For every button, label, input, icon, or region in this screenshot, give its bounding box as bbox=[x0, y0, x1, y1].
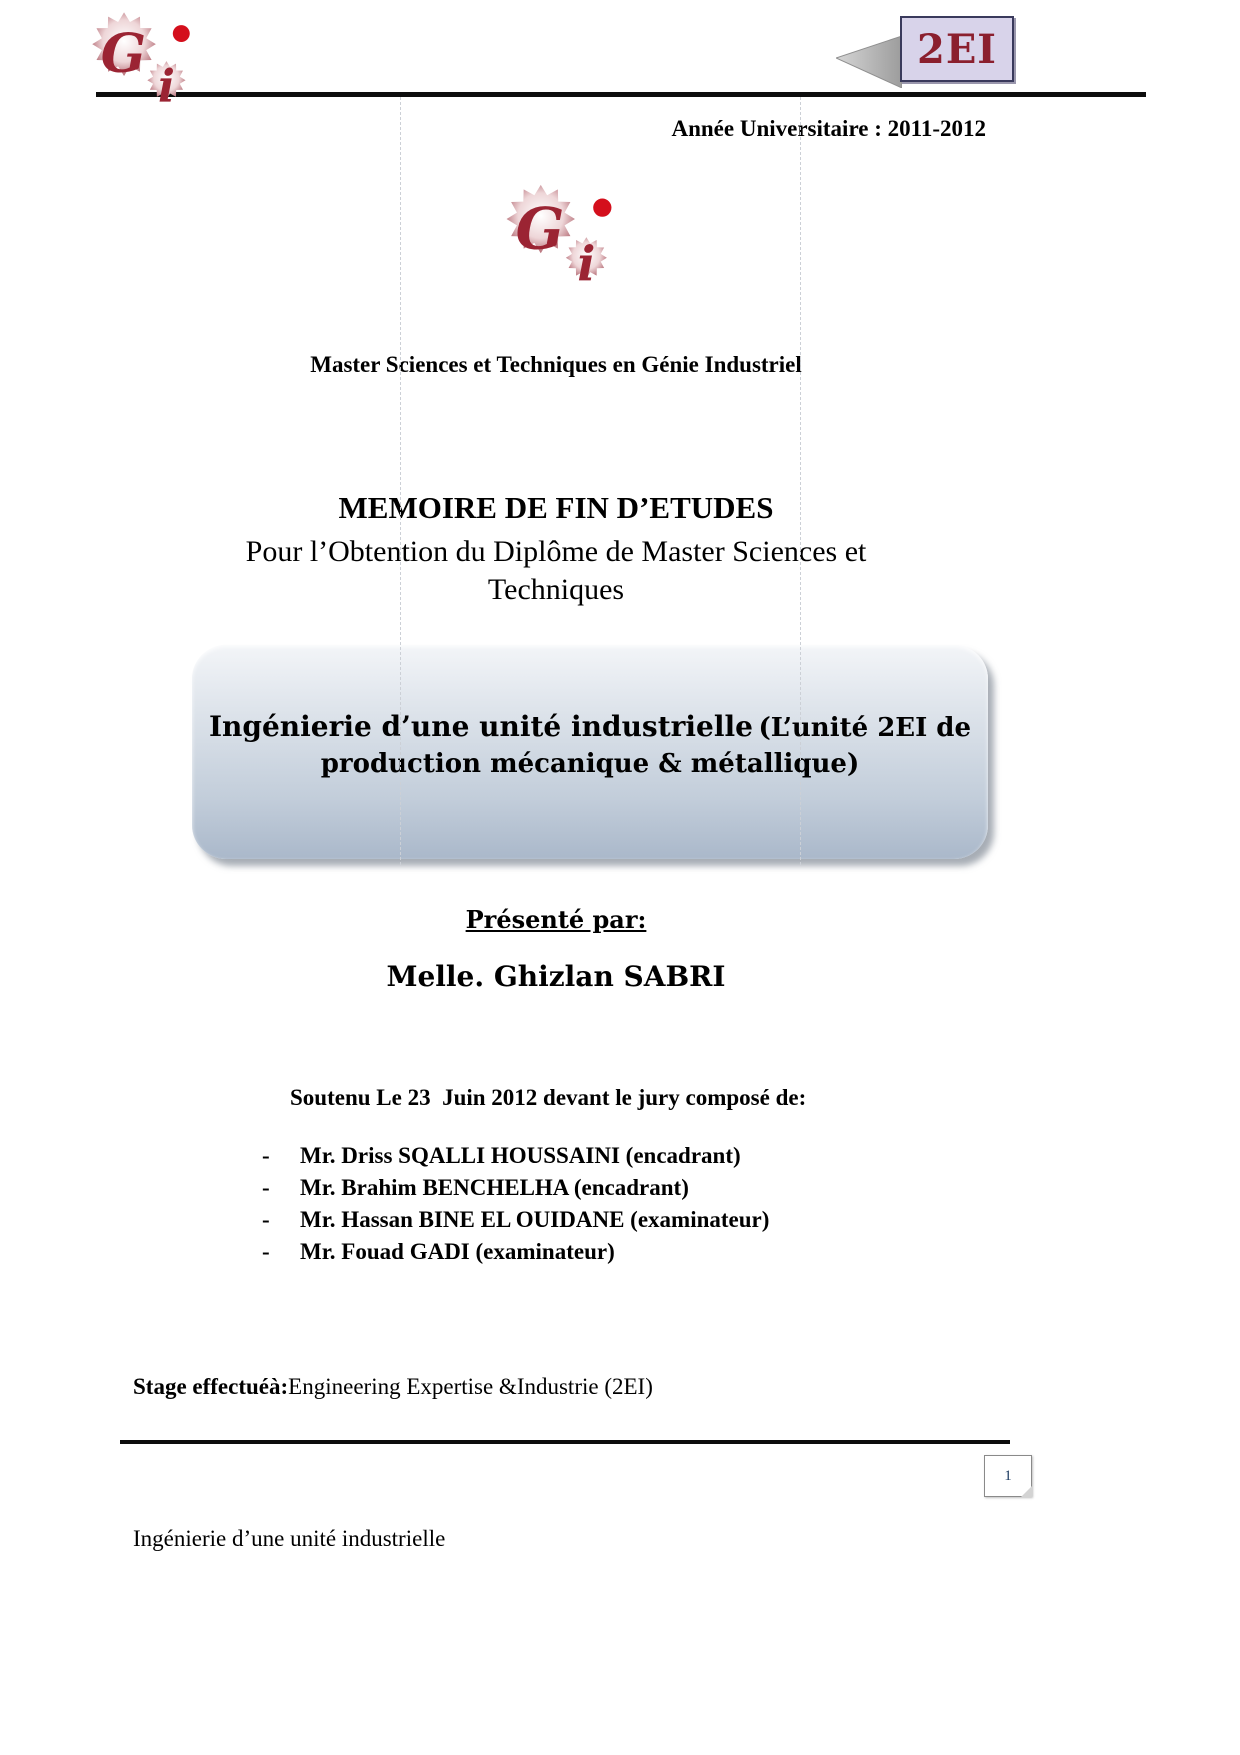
gi-logo-small bbox=[86, 6, 196, 112]
2ei-badge bbox=[900, 16, 1014, 82]
academic-year: Année Universitaire : 2011-2012 bbox=[671, 116, 986, 141]
internship-label: Stage effectuéà: bbox=[133, 1374, 289, 1399]
2ei-badge-group bbox=[900, 16, 1014, 84]
defense-intro: Soutenu Le 23 Juin 2012 devant le jury composé de: bbox=[290, 1085, 807, 1110]
internship-value: Engineering Expertise &Industrie (2EI) bbox=[288, 1374, 653, 1399]
presented-by-label: Présenté par: bbox=[465, 905, 647, 934]
page-number-box bbox=[984, 1455, 1032, 1497]
header-rule bbox=[96, 92, 1146, 97]
thesis-title-main: Ingénierie d’une unité industrielle bbox=[208, 710, 753, 744]
jury-list bbox=[96, 1140, 1016, 1268]
author-name: Melle. Ghizlan SABRI bbox=[386, 960, 726, 993]
dash: - bbox=[262, 1207, 270, 1232]
doc-subtitle: Pour l’Obtention du Diplôme de Master Sciences et Techniques bbox=[245, 535, 867, 607]
page-number: 1 bbox=[1004, 1467, 1012, 1484]
jury-item bbox=[96, 1204, 1016, 1236]
jury-item bbox=[96, 1236, 1016, 1268]
internship-line bbox=[133, 1374, 653, 1400]
dash: - bbox=[262, 1143, 270, 1168]
table-gridline bbox=[400, 97, 401, 865]
jury-member: Mr. Fouad GADI (examinateur) bbox=[300, 1239, 615, 1264]
gi-logo-center bbox=[500, 178, 618, 292]
dash: - bbox=[262, 1175, 270, 1200]
thesis-title-box bbox=[192, 645, 988, 859]
footer-rule bbox=[120, 1440, 1010, 1444]
jury-member: Mr. Brahim BENCHELHA (encadrant) bbox=[300, 1175, 689, 1200]
footer-running-title: Ingénierie d’une unité industrielle bbox=[133, 1526, 446, 1551]
jury-member: Mr. Hassan BINE EL OUIDANE (examinateur) bbox=[300, 1207, 770, 1232]
table-gridline bbox=[800, 97, 801, 865]
badge-label: 2EI bbox=[916, 25, 998, 73]
jury-item bbox=[96, 1172, 1016, 1204]
jury-item bbox=[96, 1140, 1016, 1172]
thesis-title bbox=[201, 708, 979, 781]
doc-type-title: MEMOIRE DE FIN D’ETUDES bbox=[338, 490, 774, 525]
dash: - bbox=[262, 1239, 270, 1264]
thesis-title-paren: (L’unité 2EI de production mécanique & métallique) bbox=[320, 713, 972, 779]
badge-arrow-icon bbox=[836, 36, 902, 88]
jury-member: Mr. Driss SQALLI HOUSSAINI (encadrant) bbox=[300, 1143, 741, 1168]
program-title: Master Sciences et Techniques en Génie Industriel bbox=[310, 352, 802, 377]
